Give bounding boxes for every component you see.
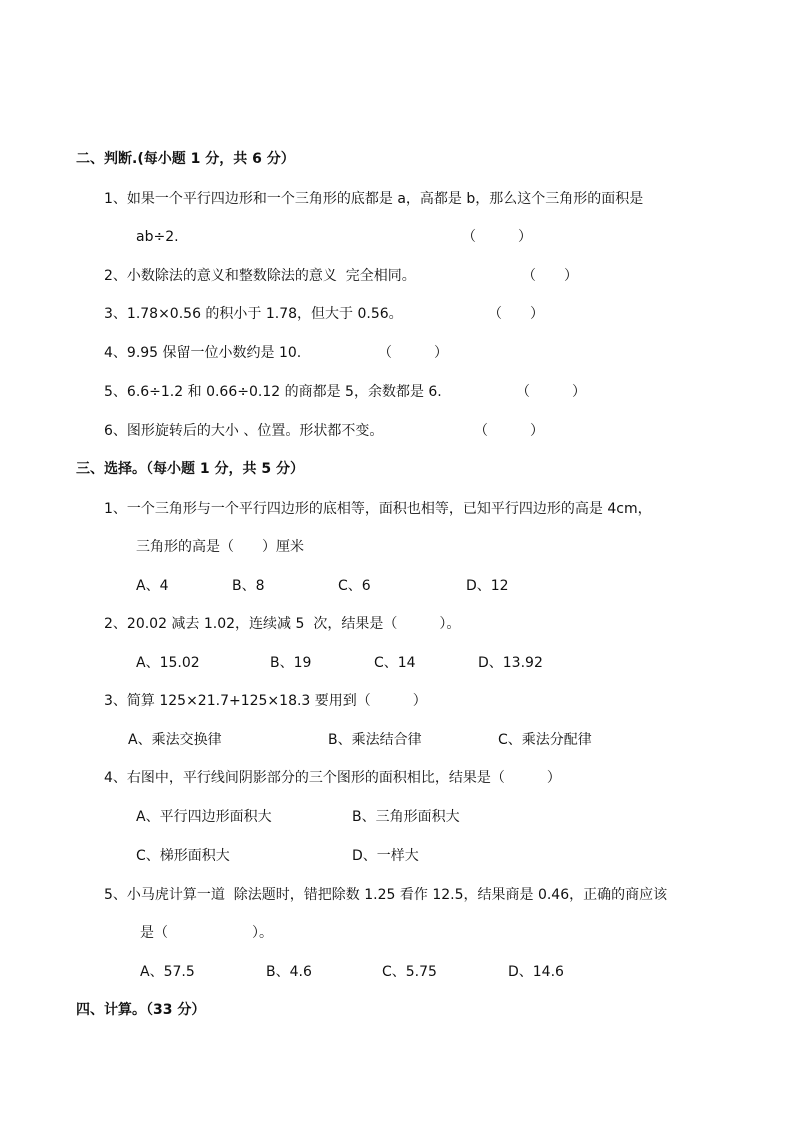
section-2-title: 二、判断.(每小题 1 分，共 6 分）: [76, 151, 295, 167]
choice-q2-option-a[interactable]: A、15.02: [136, 655, 200, 671]
section-3-title: 三、选择。（每小题 1 分，共 5 分）: [76, 461, 304, 477]
choice-q4-option-b[interactable]: B、三角形面积大: [352, 809, 460, 825]
choice-q1-cont: 三角形的高是（ ）厘米: [136, 539, 304, 555]
judge-item-3: 3、1.78×0.56 的积小于 1.78，但大于 0.56。: [104, 306, 403, 322]
choice-q2-option-c[interactable]: C、14: [374, 655, 416, 671]
judge-item-1: 1、如果一个平行四边形和一个三角形的底都是 a，高都是 b，那么这个三角形的面积是: [104, 191, 644, 207]
judge-item-5: 5、6.6÷1.2 和 0.66÷0.12 的商都是 5，余数都是 6.: [104, 384, 442, 400]
choice-q2-option-b[interactable]: B、19: [270, 655, 312, 671]
judge-item-2: 2、小数除法的意义和整数除法的意义 完全相同。: [104, 268, 416, 284]
choice-q2: 2、20.02 减去 1.02，连续减 5 次，结果是（ ）。: [104, 616, 461, 632]
judge-item-4: 4、9.95 保留一位小数约是 10.: [104, 345, 302, 361]
choice-q4: 4、右图中，平行线间阴影部分的三个图形的面积相比，结果是（ ）: [104, 770, 561, 786]
choice-q5-option-d[interactable]: D、14.6: [508, 964, 564, 980]
judge-item-1-answer[interactable]: （ ）: [462, 229, 532, 245]
choice-q5-option-a[interactable]: A、57.5: [140, 964, 195, 980]
choice-q3-option-b[interactable]: B、乘法结合律: [328, 732, 422, 748]
choice-q5-option-b[interactable]: B、4.6: [266, 964, 312, 980]
choice-q1-option-d[interactable]: D、12: [466, 578, 509, 594]
choice-q4-option-c[interactable]: C、梯形面积大: [136, 848, 230, 864]
choice-q4-option-d[interactable]: D、一样大: [352, 848, 419, 864]
choice-q3: 3、简算 125×21.7+125×18.3 要用到（ ）: [104, 693, 427, 709]
judge-item-5-answer[interactable]: （ ）: [516, 384, 586, 400]
judge-item-6: 6、图形旋转后的大小 、位置。形状都不变。: [104, 423, 384, 439]
choice-q1-option-a[interactable]: A、4: [136, 578, 169, 594]
choice-q1-option-c[interactable]: C、6: [338, 578, 371, 594]
choice-q3-option-c[interactable]: C、乘法分配律: [498, 732, 592, 748]
judge-item-2-answer[interactable]: （ ）: [522, 268, 578, 284]
choice-q1-option-b[interactable]: B、8: [232, 578, 265, 594]
choice-q5: 5、小马虎计算一道 除法题时，错把除数 1.25 看作 12.5，结果商是 0.46，正确的商应该: [104, 887, 668, 903]
choice-q2-option-d[interactable]: D、13.92: [478, 655, 543, 671]
choice-q4-option-a[interactable]: A、平行四边形面积大: [136, 809, 272, 825]
judge-item-3-answer[interactable]: （ ）: [488, 306, 544, 322]
choice-q5-cont: 是（ ）。: [140, 925, 273, 941]
choice-q1: 1、一个三角形与一个平行四边形的底相等，面积也相等，已知平行四边形的高是 4cm，: [104, 501, 652, 517]
judge-item-1-cont: ab÷2.: [136, 229, 179, 245]
choice-q5-option-c[interactable]: C、5.75: [382, 964, 437, 980]
judge-item-6-answer[interactable]: （ ）: [474, 423, 544, 439]
section-4-title: 四、计算。（33 分）: [76, 1002, 206, 1018]
judge-item-4-answer[interactable]: （ ）: [378, 345, 448, 361]
choice-q3-option-a[interactable]: A、乘法交换律: [128, 732, 222, 748]
